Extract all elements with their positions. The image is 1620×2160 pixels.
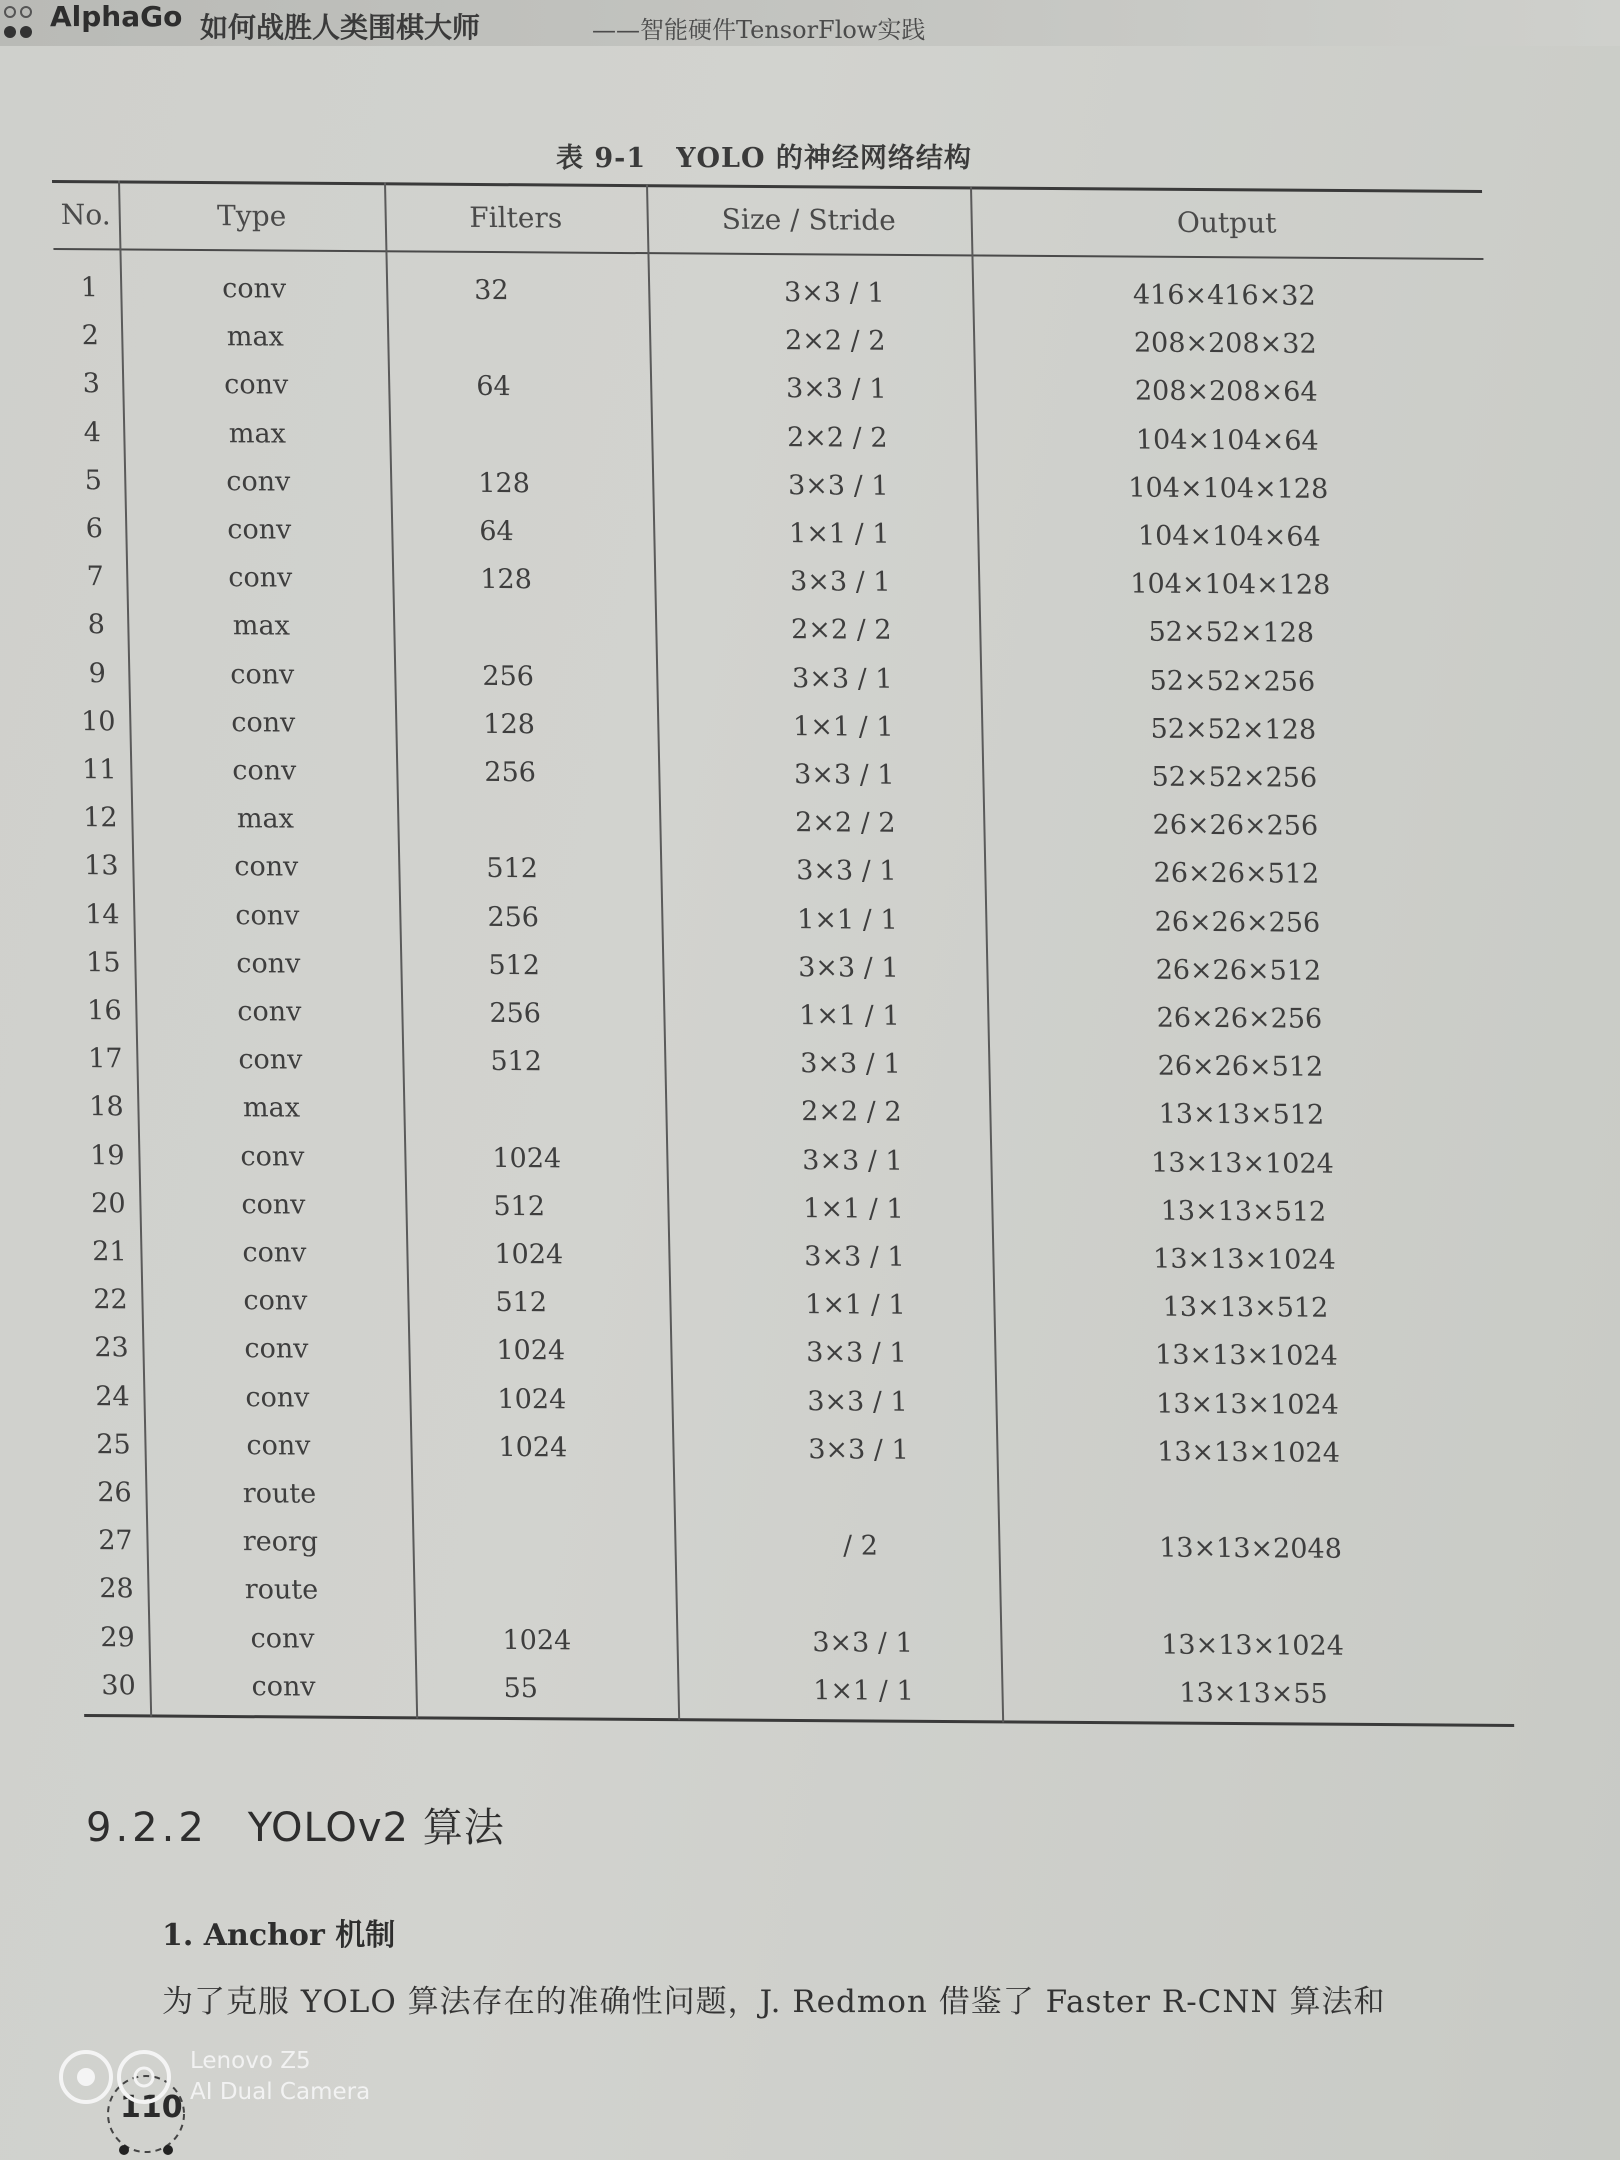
cell-no: 12 [82, 802, 118, 834]
watermark-camera: AI Dual Camera [190, 2079, 371, 2105]
cell-output: 208×208×64 [1134, 375, 1318, 409]
cell-type: conv [251, 1670, 316, 1703]
cell-output: 13×13×512 [1160, 1195, 1327, 1228]
cell-type: conv [230, 706, 296, 739]
cell-output: 26×26×256 [1154, 906, 1321, 939]
column-header-type: Type [216, 199, 287, 233]
cell-no: 14 [84, 898, 120, 930]
cell-filters [485, 805, 625, 806]
cell-output: 13×13×512 [1158, 1098, 1325, 1132]
cell-size-stride: 3×3 / 1 [789, 566, 891, 598]
cell-filters: 128 [479, 564, 533, 596]
cell-no: 1 [80, 272, 99, 304]
cell-size-stride: 3×3 / 1 [797, 951, 899, 984]
cell-size-stride: 2×2 / 2 [794, 807, 896, 839]
cell-no: 24 [94, 1380, 130, 1412]
body-paragraph: 为了克服 YOLO 算法存在的准确性问题，J. Redmon 借鉴了 Faster R-CNN 算法和 [162, 1984, 1386, 2020]
cell-type: route [242, 1478, 317, 1510]
cell-filters: 1024 [494, 1238, 564, 1271]
table-caption [556, 136, 972, 175]
cell-size-stride: 3×3 / 1 [803, 1241, 905, 1273]
section-heading [86, 1796, 505, 1853]
cell-no: 2 [81, 320, 100, 352]
cell-no: 27 [97, 1525, 133, 1557]
cell-output: 26×26×512 [1157, 1050, 1324, 1083]
cell-no: 6 [85, 513, 104, 545]
cell-size-stride: 1×1 / 1 [788, 518, 890, 550]
cell-type: conv [237, 996, 302, 1028]
cell-type: route [244, 1574, 319, 1607]
cell-filters: 64 [475, 371, 511, 403]
cell-size-stride: 3×3 / 1 [783, 277, 885, 309]
cell-size-stride: 3×3 / 1 [795, 855, 897, 888]
cell-filters: 64 [478, 515, 514, 548]
cell-filters [491, 1094, 631, 1095]
cell-size-stride: 3×3 / 1 [801, 1144, 903, 1177]
table-header-rule [53, 248, 1483, 260]
cell-output: 13×13×1024 [1160, 1629, 1345, 1662]
running-header [0, 0, 1620, 46]
cell-size-stride: 1×1 / 1 [792, 710, 894, 743]
table-caption-number: 表 9-1 [556, 143, 647, 174]
cell-output: 13×13×2048 [1158, 1532, 1343, 1565]
cell-no: 28 [98, 1573, 135, 1605]
cell-filters: 512 [490, 1046, 543, 1078]
cell-no: 19 [89, 1139, 125, 1171]
cell-no: 3 [82, 368, 101, 400]
cell-type: conv [235, 899, 300, 932]
cell-size-stride: 2×2 / 2 [786, 421, 888, 454]
header-logo: AlphaGo [50, 0, 183, 33]
cell-type: max [232, 610, 291, 642]
cell-output: 26×26×256 [1152, 809, 1319, 842]
cell-filters: 512 [486, 853, 539, 885]
cell-type: conv [227, 562, 293, 594]
cell-type: conv [246, 1429, 311, 1462]
cell-size-stride: 3×3 / 1 [791, 662, 893, 695]
cell-no: 23 [93, 1332, 129, 1364]
cell-no: 18 [88, 1091, 124, 1123]
cell-no: 22 [92, 1284, 128, 1316]
cell-output: 52×52×256 [1149, 665, 1316, 698]
cell-size-stride: 1×1 / 1 [796, 903, 898, 936]
header-book-title: 如何战胜人类围棋大师 [200, 11, 481, 44]
cell-filters: 256 [489, 997, 542, 1030]
cell-no: 26 [96, 1477, 132, 1509]
cell-size-stride: 2×2 / 2 [784, 325, 886, 357]
cell-no: 30 [101, 1669, 137, 1702]
watermark-text [190, 2046, 370, 2108]
cell-no: 13 [83, 850, 119, 882]
cell-size-stride: 1×1 / 1 [804, 1289, 906, 1321]
cell-type: conv [223, 369, 289, 402]
cell-output: 13×13×1024 [1155, 1388, 1340, 1421]
cell-output: 13×13×1024 [1152, 1243, 1337, 1276]
cell-output: 13×13×1024 [1156, 1436, 1341, 1469]
cell-no: 21 [91, 1236, 127, 1268]
cell-no: 16 [86, 995, 122, 1027]
section-title: YOLOv2 算法 [247, 1805, 505, 1851]
cell-filters [501, 1576, 641, 1577]
cell-size-stride: 1×1 / 1 [802, 1192, 904, 1225]
table-caption-text: YOLO 的神经网络结构 [676, 143, 972, 174]
cell-no: 25 [95, 1428, 131, 1461]
cell-type: conv [232, 755, 297, 787]
cell-type: max [242, 1092, 301, 1124]
cell-size-stride: 3×3 / 1 [805, 1337, 907, 1370]
cell-output: 52×52×256 [1151, 761, 1318, 794]
cell-filters: 55 [503, 1672, 539, 1704]
cell-type: conv [229, 658, 295, 691]
cell-output: 208×208×32 [1133, 327, 1317, 360]
yolo-network-table [52, 180, 1514, 1730]
cell-filters: 128 [483, 708, 536, 741]
cell-no: 4 [83, 416, 102, 448]
cell-filters [475, 323, 615, 324]
cell-type: conv [242, 1237, 307, 1269]
cell-output: 104×104×64 [1137, 520, 1321, 553]
column-header-filters: Filters [468, 200, 563, 235]
cell-type: conv [238, 1044, 303, 1076]
cell-size-stride: 3×3 / 1 [799, 1048, 901, 1080]
cell-size-stride: 3×3 / 1 [793, 759, 895, 791]
cell-filters: 1024 [492, 1142, 562, 1175]
cell-output: 26×26×256 [1156, 1002, 1323, 1035]
cell-no: 11 [81, 754, 117, 786]
cell-filters: 1024 [498, 1431, 568, 1464]
cell-no: 10 [80, 705, 116, 738]
cell-no: 9 [88, 657, 107, 689]
cell-output: 52×52×128 [1148, 616, 1315, 650]
cell-output: 26×26×512 [1155, 954, 1322, 987]
cell-output: 13×13×512 [1162, 1291, 1329, 1324]
cell-output: 104×104×128 [1130, 568, 1331, 602]
cell-no: 15 [85, 946, 121, 979]
cell-output: 26×26×512 [1153, 857, 1320, 891]
cell-output: 104×104×128 [1128, 472, 1329, 505]
camera-watermark [58, 2040, 398, 2160]
cell-type: conv [225, 465, 291, 498]
cell-size-stride: 3×3 / 1 [785, 373, 887, 406]
cell-type: conv [234, 851, 299, 884]
cell-size-stride: 3×3 / 1 [806, 1385, 909, 1418]
watermark-model: Lenovo Z5 [190, 2048, 311, 2074]
cell-filters: 512 [488, 949, 541, 982]
header-book-subtitle: ——智能硬件TensorFlow实践 [592, 16, 926, 44]
header-dots-decoration [0, 2, 46, 44]
column-header-size-stride: Size / Stride [721, 202, 897, 237]
column-header-no: No. [60, 198, 111, 232]
cell-type: reorg [242, 1526, 319, 1558]
section-number: 9.2.2 [86, 1805, 208, 1851]
column-header-output: Output [1176, 205, 1277, 240]
cell-output: 13×13×55 [1179, 1677, 1329, 1710]
cell-filters: 512 [495, 1287, 548, 1319]
cell-type: conv [221, 273, 287, 305]
page-number: 110 [120, 2090, 183, 2125]
cell-type: conv [236, 947, 301, 980]
cell-size-stride: 1×1 / 1 [798, 1000, 900, 1032]
cell-filters: 512 [493, 1190, 546, 1223]
cell-type: conv [226, 514, 292, 546]
cell-type: conv [241, 1188, 306, 1221]
cell-filters [500, 1528, 640, 1529]
cell-size-stride: 3×3 / 1 [807, 1433, 910, 1466]
cell-output: 13×13×1024 [1154, 1339, 1339, 1373]
cell-output: 104×104×64 [1135, 424, 1319, 457]
cell-output: 13×13×1024 [1150, 1147, 1335, 1180]
cell-filters: 1024 [496, 1335, 566, 1367]
cell-type: max [228, 417, 287, 450]
cell-size-stride: 3×3 / 1 [811, 1626, 914, 1659]
cell-output: 416×416×32 [1132, 279, 1316, 312]
cell-no: 8 [87, 609, 106, 641]
cell-type: conv [245, 1381, 310, 1414]
cell-size-stride: 1×1 / 1 [812, 1674, 915, 1707]
cell-type: max [226, 321, 285, 353]
cell-type: conv [244, 1333, 309, 1366]
cell-filters: 256 [484, 756, 537, 789]
table-row [83, 1670, 1514, 1728]
subsection-heading: 1. Anchor 机制 [162, 1918, 396, 1953]
cell-filters: 32 [473, 274, 509, 307]
cell-filters [477, 420, 617, 421]
cell-no: 20 [90, 1187, 126, 1220]
cell-type: conv [240, 1140, 305, 1173]
cell-size-stride: 2×2 / 2 [800, 1096, 902, 1129]
cell-size-stride: 3×3 / 1 [787, 469, 889, 502]
cell-no: 29 [100, 1621, 136, 1653]
cell-no: 17 [87, 1043, 123, 1075]
cell-type: conv [243, 1285, 308, 1317]
cell-filters [499, 1480, 639, 1481]
cell-filters: 256 [482, 660, 535, 692]
cell-output: 52×52×128 [1150, 713, 1317, 746]
cell-type: conv [250, 1622, 315, 1655]
cell-size-stride: 2×2 / 2 [790, 614, 892, 647]
cell-filters: 1024 [502, 1624, 572, 1657]
cell-type: max [236, 803, 295, 835]
camera-lens-icon [58, 2048, 174, 2106]
table-top-rule [52, 180, 1482, 193]
cell-filters: 128 [477, 467, 531, 500]
cell-no: 5 [84, 464, 103, 497]
cell-filters: 1024 [497, 1383, 567, 1416]
cell-filters: 256 [487, 901, 540, 933]
cell-size-stride: / 2 [842, 1530, 879, 1562]
cell-filters [481, 612, 621, 613]
cell-no: 7 [86, 561, 105, 593]
